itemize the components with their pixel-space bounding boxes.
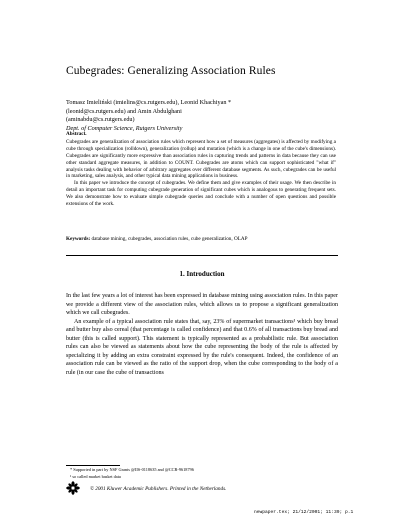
author-line-3: (aminabdu@cs.rutgers.edu) <box>66 116 135 124</box>
body-paragraph-2: An example of a typical association rule states that, say, 23% of supermarket transactions¹ which buy bread and butter buy also cereal (that percentage is called confidence) and that 0.6% of all transactions buy bread and butter (this is called support). This statement is typically represented as a probabilistic rule. But association rules can also be viewed as statements about how the cube representing the body of the rule is affected by specializing it by adding an extra constraint expressed by the rule's consequent. Indeed, the confidence of an association rule can be viewed as the ratio of the support drop, when the cube corresponding to the body of a rule (in our case the cube of transactions <box>66 318 338 376</box>
footnote-1: * Supported in part by NSF Grants @IIS-0118635 and @CCR-9618796 <box>70 467 194 472</box>
body-text <box>66 292 338 377</box>
abstract-divider <box>66 255 338 256</box>
keywords-text: database mining, cubegrades, association rules, cube generalization, OLAP <box>91 236 248 242</box>
abstract-paragraph-2: In this paper we introduce the concept of cubegrades. We define them and give examples of their usage. We then describe in detail an important task for computing cubegrade generation of significant cubes which is analogous to generating frequent sets. We also demonstrate how to evaluate simple cubegrade queries and conclude with a number of open questions and possible extensions of the work. <box>66 180 336 208</box>
author-block <box>66 99 356 133</box>
file-stamp: newpaper.tex; 21/12/2001; 11:39; p.1 <box>254 510 354 515</box>
author-line-1: Tomasz Imieliński (imielins@cs.rutgers.edu), Leonid Khachiyan * <box>66 99 232 106</box>
kluwer-logo-icon <box>66 481 80 495</box>
footnote-2: ¹ so called market basket data <box>70 473 121 479</box>
footnotes <box>66 467 338 481</box>
abstract-paragraph-1: Cubegrades are generalization of association rules which represent how a set of measures (aggregates) is affected by modifying a cube through specialization (rolldown), generalization (rollup) and mutation (which is a change in one of the cube's dimensions). Cubegrades are significantly more expressive than association rules in capturing trends and patterns in data because they can use other standard aggregate measures, in addition to COUNT. Cubegrades are atoms which can support sophisticated "what if" analysis tasks dealing with behavior of arbitrary aggregates over different database segments. As such, cubegrades can be useful in marketing, sales analysis, and other typical data mining applications in business. <box>66 138 336 180</box>
footnote-divider <box>66 465 120 466</box>
abstract-heading: Abstract. <box>66 131 87 137</box>
publisher-line <box>66 481 338 495</box>
abstract <box>66 131 336 208</box>
body-paragraph-1: In the last few years a lot of interest has been expressed in database mining using association rules. In this paper we provide a different view of the association rules, which allows us to propose a significant generalization which we call cubegrades. <box>66 293 338 317</box>
publisher-text: © 2001 Kluwer Academic Publishers. Printed in the Netherlands. <box>90 486 227 492</box>
paper-title: Cubegrades: Generalizing Association Rules <box>66 65 276 77</box>
keywords-heading: Keywords: <box>66 236 91 242</box>
affiliation: Dept. of Computer Science, Rutgers University <box>66 124 183 132</box>
section-heading: 1. Introduction <box>179 270 225 278</box>
author-line-2: (leonid@cs.rutgers.edu) and Amin Abdulghani <box>66 107 182 115</box>
keywords <box>66 236 336 243</box>
